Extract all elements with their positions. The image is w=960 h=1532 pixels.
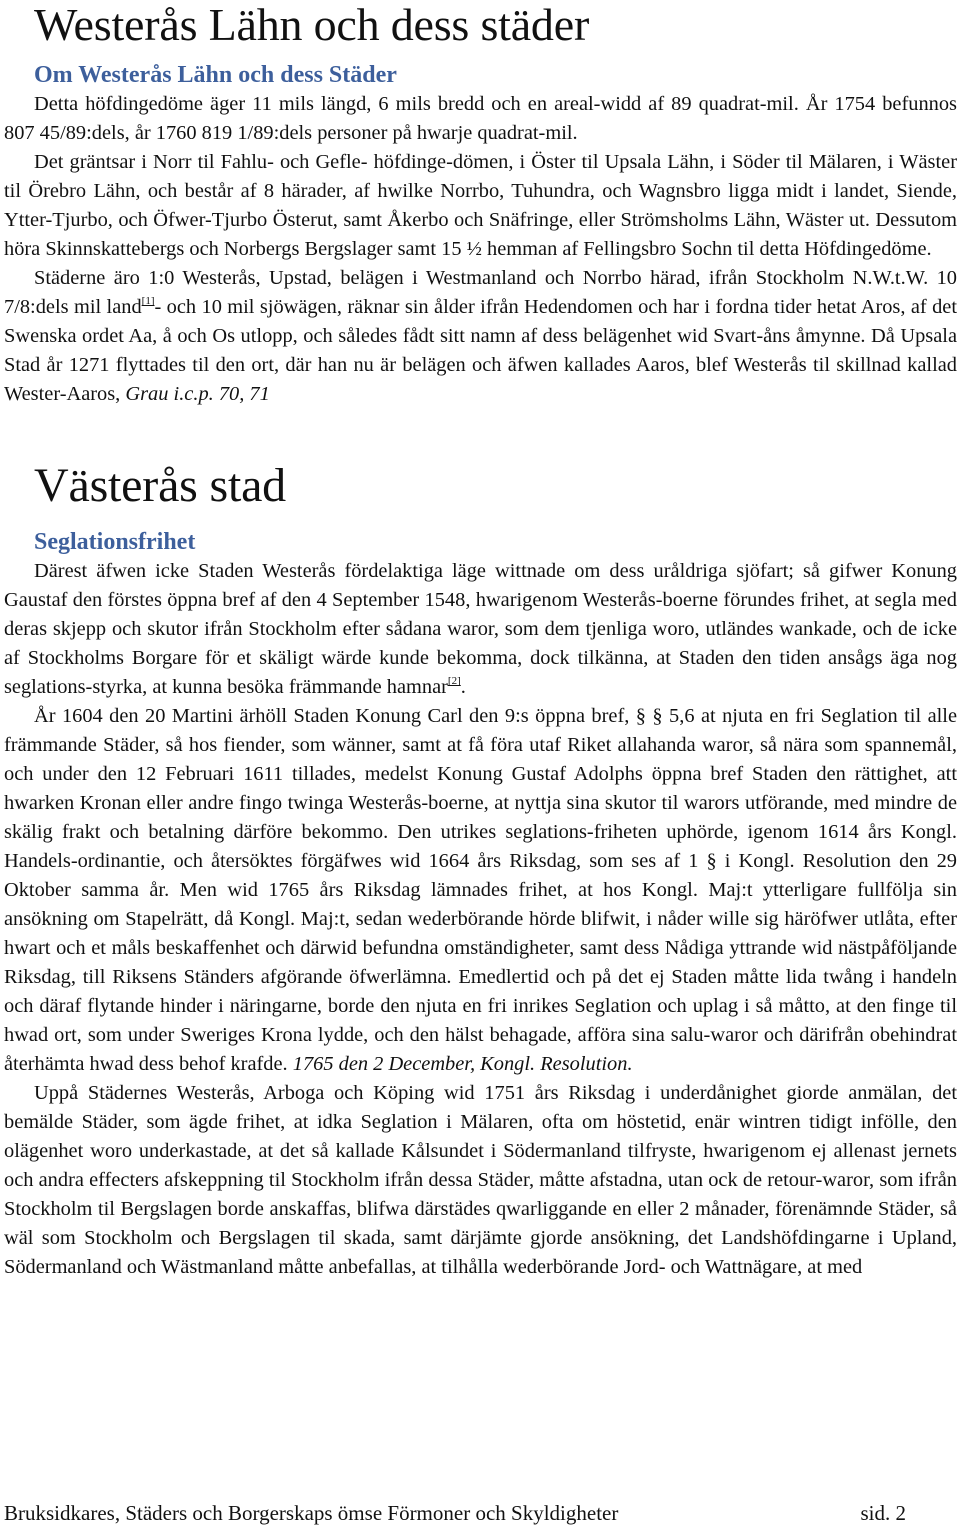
paragraph-text: - och 10 mil sjöwägen, räknar sin ålder ifrån Hedendomen och har i fordna tider hetat Aros, af det Swenska ordet Aa, å och Os utlopp, och således fådt sitt namn af dess belägenhet wid Svart-åns åmynne. Då Upsala Stad år 1271 flyttades til den ort, där han nu är belägen och äfwen kallades Aaros, blef Westerås til skillnad kallad Wester-Aaros, — [4, 296, 957, 405]
footer-title: Bruksidkares, Städers och Borgerskaps ömse Förmoner och Skyldigheter — [4, 1501, 619, 1525]
paragraph-text: . — [460, 676, 466, 698]
section-vasteras-stad — [4, 459, 957, 1282]
paragraph: Detta höfdingedöme äger 11 mils längd, 6 mils bredd och en areal-widd af 89 quadrat-mil. År 1754 befunnos 807 45/89:dels, år 1760 819 1/89:dels personer på hwarje quadrat-mil. — [4, 93, 957, 144]
paragraph-text: Städerne äro 1:0 Westerås, Upstad, belägen i Westmanland och Norrbo härad, ifrån Stockholm N.W.t.W. 10 7/8:dels mil land — [4, 267, 957, 318]
paragraph-text: År 1604 den 20 Martini ärhöll Staden Konung Carl den 9:s öppna bref, § § 5,6 at njuta en fri Seglation til alle främmande Städer, så hos fiender, som wänner, samt at få föra utaf Riket allahanda waror, så nära som spannemål, och under den 12 Februari 1611 tillades, medelst Konung Gustaf Adolphs öppna bref Staden den rättighet, att hwarken Kronan eller andre fingo twinga Westerås-boerne, at nyttja sina skutor til warors utförande, med mindre de skälig frakt och betalning därföre bekommo. Den utrikes seglations-friheten uphörde, igenom 1614 års Kongl. Handels-ordinantie, och återsöktes förgäfwes wid 1664 års Riksdag, som ses af 1 § i Kongl. Resolution den 29 Oktober samma år. Men wid 1765 års Riksdag lämnades frihet, at hos Kongl. Maj:t ytterligare fullfölja sin ansökning om Stapelrätt, då Kongl. Maj:t, sedan wederbörande hörde blifwit, i nåder wille sig häröfwer utlåta, efter hwart och et måls beskaffenhet och därwid befundna omständigheter, samt dess Nådiga yttrande wid nästpåföljande Riksdag, till Riksens Ständers afgörande öfwerlämna. Emedlertid och på det ej Staden måtte lida twång i handeln och däraf flytande hinder i näringarne, borde den njuta en fri inrikes Seglation och uplag i så måtto, at den finge til hwad ort, som under Sweriges Krona lydde, och den hälst behagade, afföra sina salu-waror och därifrån obehindrat återhämta hwad dess behof krafde. — [4, 705, 957, 1075]
paragraph-text: Därest äfwen icke Staden Westerås fördelaktiga läge wittnade om dess uråldriga sjöfart; så gifwer Konung Gaustaf den förstes öppna bref af den 4 September 1548, hwarigenom Westerås-boerne förundes frihet, at segla med deras skjepp och skutor ifrån Stockholm efter sådana waror, som dem tjenliga woro, utländes wankade, och de icke af Stockholms Borgare för et skäligt wärde kunde bekomma, dock tilkänna, at Staden den tiden ansågs äga nog seglations-styrka, at kunna besöka främmande hamnar — [4, 560, 957, 698]
paragraph — [4, 702, 957, 1079]
paragraph: Uppå Städernes Westerås, Arboga och Köping wid 1751 års Riksdag i underdånighet giorde anmälan, det bemälde Städer, som ägde frihet, at idka Seglation i Mälaren, ofta om höstetid, enär wintren tidigt infölle, den olägenhet woro underkastade, at det så kallade Kålsundet i Södermanland tilfryste, hwarigenom ej allenast jernets och andra effecters afskeppning til Stockholm ifrån dessa Städer, måtte afstadna, utan ock de retour-waror, som ifrån Stockholm til Bergslagen borde anskaffas, blifwa därstädes qwarliggande en eller 2 månader, förenämnde Städer, så wäl som Stockholm och Bergslagen til skada, samt därjämte gjorde ansökning, det Landshöfdingarne i Upland, Södermanland och Wästmanland måtte anbefallas, at tilhålla wederbörande Jord- och Wattnägare, at med — [4, 1082, 957, 1278]
citation: 1765 den 2 December, Kongl. Resolution. — [292, 1053, 633, 1075]
section-westeras-lahn — [4, 0, 957, 409]
document-page — [4, 0, 957, 1282]
paragraph: Det gräntsar i Norr til Fahlu- och Gefle- höfdinge-dömen, i Öster til Upsala Lähn, i Söder til Mälaren, i Wäster til Örebro Lähn, och består af 8 härader, af hwilke Norrbo, Tuhundra, och Wagnsbro ligga midt i landet, Siende, Ytter-Tjurbo, och Öfwer-Tjurbo Österut, samt Åkerbo och Snäfringe, eller Strömsholms Lähn, Wäster ut. Dessutom höra Skinnskattebergs och Norbergs Bergslager samt 15 ½ hemman af Fellingsbro Sochn til detta Höfdingedöme. — [4, 151, 957, 260]
citation: Grau i.c.p. 70, 71 — [125, 383, 270, 405]
section-subtitle: Seglationsfrihet — [34, 529, 196, 555]
section-title: Westerås Lähn och dess städer — [34, 0, 590, 50]
paragraph — [4, 264, 957, 409]
page-number: sid. 2 — [860, 1501, 906, 1525]
section-title: Västerås stad — [34, 459, 286, 512]
footnote-link[interactable]: [1] — [141, 295, 155, 307]
section-subtitle: Om Westerås Lähn och dess Städer — [34, 62, 397, 88]
paragraph — [4, 557, 957, 702]
footnote-link[interactable]: [2] — [447, 675, 461, 687]
page-footer — [4, 1499, 906, 1527]
